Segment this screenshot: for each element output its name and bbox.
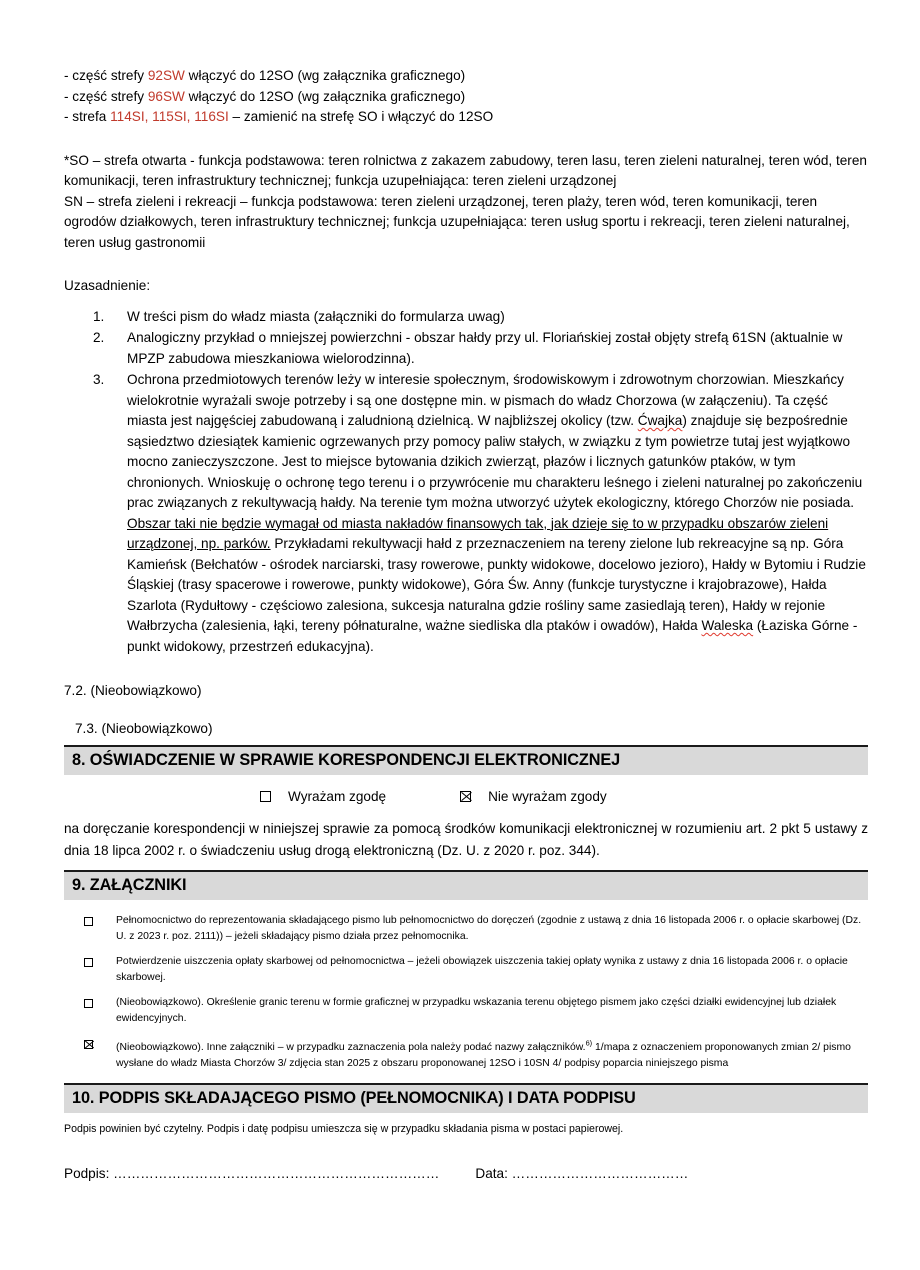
spacer [64, 804, 868, 818]
zone-change-line [64, 107, 868, 128]
zone-change-suffix: włączyć do 12SO (wg załącznika graficznego) [184, 68, 466, 83]
definition-sn: SN – strefa zieleni i rekreacji – funkcja podstawowa: teren zieleni urządzonej, teren plaży, teren wód, teren komunikacji, teren ogrodów działkowych, teren infrastruktury technicznej; funkcja uzupełniająca: teren usług sportu i rekreacji, teren zieleni naturalnej, teren usług gastronomii [64, 193, 850, 250]
spacer [64, 861, 868, 870]
underlined-passage: Obszar taki nie będzie wymagał od miasta nakładów finansowych tak, jak dzieje się to w przypadku obszarów zieleni urządzonej, np. parków. [127, 515, 829, 551]
justification-heading: Uzasadnienie: [64, 278, 151, 293]
misspelled-word: Waleska [701, 618, 754, 633]
list-item-text: Analogiczny przykład o mniejszej powierzchni - obszar hałdy przy ul. Floriańskiej został objęty strefą 61SN (aktualnie w MPZP zabudowa mieszkaniowa wielorodzinna). [127, 330, 843, 366]
attachments-list [64, 913, 868, 1071]
spacer [64, 253, 868, 276]
attachment-item [64, 913, 868, 944]
list-number: 2. [93, 330, 105, 345]
zone-code: 114SI, 115SI, 116SI [110, 109, 229, 124]
justification-item [64, 307, 868, 328]
definition-so: *SO – strefa otwarta - funkcja podstawowa: teren rolnictwa z zakazem zabudowy, teren lasu, teren zieleni naturalnej, teren wód, teren komunikacji, teren infrastruktury technicznej; funkcja uzupełniająca: teren zieleni urządzonej [64, 152, 867, 188]
consent-no-label: Nie wyrażam zgody [488, 789, 607, 804]
text-part: Ochrona przedmiotowych terenów leży w interesie społecznym, środowiskowym i zdrowotnym chorzowian. Mieszkańcy wielokrotnie wyrażali swoje potrzeby i są one dostępne min. w pismach do władz Chorzowa (w załączeniu). Ta część miasta jest najgęściej zabudowaną i zaludnioną dzielnicą. W najbliższej okolicy (tzw. [127, 372, 844, 428]
spacer [64, 658, 868, 681]
spacer [64, 297, 868, 307]
zone-change-line [64, 87, 868, 108]
attachment-item [64, 1036, 868, 1071]
zone-changes-block [64, 66, 868, 128]
zone-code: 96SW [147, 88, 185, 104]
list-item-text [127, 372, 866, 654]
attachment-checkbox-wrap [84, 915, 93, 931]
attachment-item [64, 995, 868, 1026]
text-part: 1/mapa z oznaczeniem proponowanych zmian 2/ pismo wysłane do władz Miasta Chorzów 3/ zdjęcia stan 2025 z obszaru proponowanej 12SO i 10SN 4/ podpisy poparcia niniejszego pisma [116, 1042, 851, 1069]
text-part: (Łaziska Górne - punkt widokowy, przestrzeń edukacyjna). [127, 618, 858, 654]
signature-row [64, 1137, 868, 1181]
justification-item [64, 328, 868, 369]
attachment-item [64, 954, 868, 985]
zone-change-prefix: - strefa [64, 109, 111, 124]
zone-change-suffix: włączyć do 12SO (wg załącznika graficznego) [184, 88, 466, 104]
consent-row [64, 775, 868, 804]
justification-item [64, 370, 868, 657]
attachment-text [116, 1039, 851, 1069]
attachment-checkbox-wrap [84, 997, 93, 1013]
attachment-text: Potwierdzenie uiszczenia opłaty skarbowej od pełnomocnictwa – jeżeli obowiązek uiszczenia takiej opłaty wynika z ustawy z dnia 16 listopada 2006 r. o opłacie skarbowej. [116, 956, 848, 983]
optional-item-73: 7.3. (Nieobowiązkowo) [75, 720, 213, 736]
section-9-heading: 9. ZAŁĄCZNIKI [64, 870, 868, 900]
zone-change-prefix: - część strefy [64, 68, 148, 83]
attachment-text: (Nieobowiązkowo). Określenie granic terenu w formie graficznej w przypadku wskazania terenu objętego pismem jako części działki ewidencyjnej lub działek ewidencyjnych. [116, 997, 837, 1024]
consent-yes-checkbox[interactable] [260, 791, 271, 802]
attachment-checkbox-wrap [84, 956, 93, 972]
footnote-marker: 6) [585, 1039, 593, 1048]
zone-change-prefix: - część strefy [64, 88, 148, 104]
signature-field[interactable]: Podpis: ……………………………………………………………… [64, 1166, 440, 1182]
spacer [64, 702, 868, 719]
section-10-note: Podpis powinien być czytelny. Podpis i datę podpisu umieszcza się w przypadku składania pisma w postaci papierowej. [64, 1123, 624, 1136]
attachment-checkbox[interactable] [84, 999, 93, 1008]
section-8-body: na doręczanie korespondencji w niniejszej sprawie za pomocą środków komunikacji elektronicznej w rozumieniu art. 2 pkt 5 ustawy z dnia 18 lipca 2002 r. o świadczeniu usług drogą elektroniczną (Dz. U. z 2020 r. poz. 344). [64, 821, 868, 858]
attachment-checkbox-wrap [84, 1038, 93, 1054]
section-8-heading: 8. OŚWIADCZENIE W SPRAWIE KORESPONDENCJI ELEKTRONICZNEJ [64, 745, 868, 775]
optional-item-72: 7.2. (Nieobowiązkowo) [64, 683, 202, 698]
list-number: 3. [93, 372, 105, 387]
justification-list [64, 307, 868, 658]
attachment-checkbox[interactable] [84, 1040, 93, 1049]
consent-yes-label: Wyrażam zgodę [288, 789, 387, 804]
text-part: (Nieobowiązkowo). Inne załączniki – w przypadku zaznaczenia pola należy podać nazwy załączników. [116, 1042, 586, 1054]
document-content [64, 66, 868, 1181]
consent-no-checkbox[interactable] [460, 791, 471, 802]
section-10-heading: 10. PODPIS SKŁADAJĄCEGO PISMO (PEŁNOMOCNIKA) I DATA PODPISU [64, 1083, 868, 1113]
zone-change-suffix: – zamienić na strefę SO i włączyć do 12SO [228, 109, 494, 124]
attachment-checkbox[interactable] [84, 958, 93, 967]
attachment-text: Pełnomocnictwo do reprezentowania składającego pismo lub pełnomocnictwo do doręczeń (zgodnie z ustawą z dnia 16 listopada 2006 r. o opłacie skarbowej (Dz. U. z 2023 r. poz. 2111)) – jeżeli składający pismo działa przez pełnomocnika. [116, 915, 862, 942]
text-part: Przykładami rekultywacji hałd z przeznaczeniem na tereny zielone lub rekreacyjne są np. Góra Kamieńsk (Bełchatów - ośrodek narciarski, trasy rowerowe, punkty widokowe, docelowo jezioro), Hałdy w Bytomiu i Rudzie Śląskiej (trasy spacerowe i rowerowe, punkty widokowe), Góra Św. Anny (funkcje turystyczne i krajobrazowe), Hałda Szarlota (Rydułtowy - częściowo zalesiona, sukcesja naturalna gdzie rośliny same zasiedlają teren), Hałdy w rejonie Wałbrzycha (zalesienia, łąki, tereny półnaturalne, ważne siedliska dla ptaków i owadów), Hałda [127, 536, 866, 633]
attachment-checkbox[interactable] [84, 917, 93, 926]
list-number: 1. [93, 308, 105, 324]
spacer [64, 128, 868, 151]
zone-change-line [64, 66, 868, 87]
zone-code: 92SW [147, 68, 185, 83]
spacer [64, 900, 868, 913]
misspelled-word: Ćwajka [637, 413, 683, 428]
date-field[interactable]: Data: ………………………………… [475, 1166, 689, 1182]
list-item-text: W treści pism do władz miasta (załączniki do formularza uwag) [127, 308, 505, 324]
text-part: ) znajduje się bezpośrednie sąsiedztwo dziesiątek kamienic ogrzewanych przy pomocy paliw stałych, w związku z tym powietrze tutaj jest wyjątkowo mocno zanieczyszczone. Jest to miejsce bytowania dzikich zwierząt, płazów i licznych gatunków ptaków, w tym chronionych. Wnioskuję o ochronę tego terenu i o przywrócenie mu charakteru leśnego i zieleni naturalnej po zakończeniu prac związanych z rekultywacją hałdy. Na terenie tym można utworzyć użytek ekologiczny, którego Chorzów nie posiada. [127, 413, 863, 510]
